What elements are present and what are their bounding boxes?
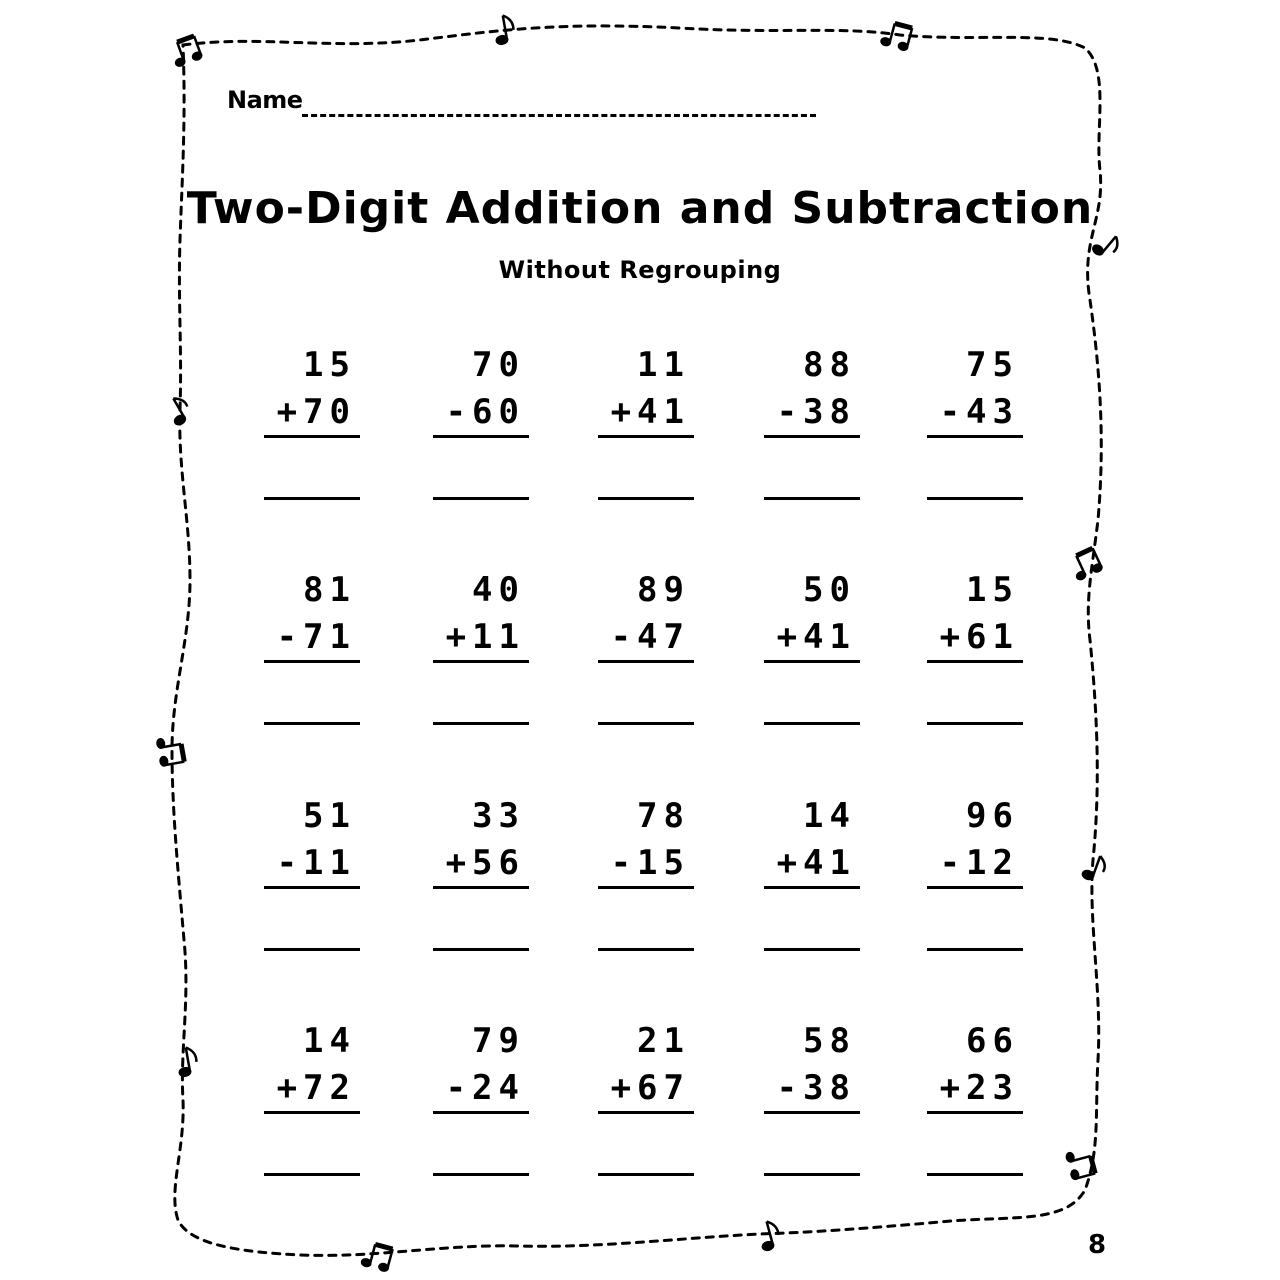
sum-rule [764, 435, 860, 438]
top-number: 50 [803, 570, 856, 610]
answer-line[interactable] [764, 722, 860, 725]
problem-4-3 [598, 1021, 694, 1181]
operator-and-number: -43 [939, 392, 1019, 432]
operator-and-number: +41 [776, 843, 856, 883]
answer-line[interactable] [264, 497, 360, 500]
sum-rule [433, 660, 529, 663]
sum-rule [598, 1111, 694, 1114]
problem-2-3 [598, 570, 694, 730]
music-note-icon [1081, 852, 1108, 884]
operator-and-number: -47 [610, 617, 690, 657]
beamed-notes-icon [1065, 1147, 1095, 1180]
answer-line[interactable] [927, 948, 1023, 951]
operator-and-number: -12 [939, 843, 1019, 883]
music-note-icon [175, 1046, 199, 1077]
operator-and-number: +23 [939, 1068, 1019, 1108]
problem-3-4 [764, 796, 860, 956]
answer-line[interactable] [764, 1173, 860, 1176]
worksheet-title: Two-Digit Addition and Subtraction [186, 183, 1094, 234]
operator-and-number: +70 [276, 392, 356, 432]
top-number: 75 [966, 345, 1019, 385]
problem-4-1 [264, 1021, 360, 1181]
problem-3-3 [598, 796, 694, 956]
sum-rule [764, 660, 860, 663]
sum-rule [927, 435, 1023, 438]
problem-3-5 [927, 796, 1023, 956]
problem-4-2 [433, 1021, 529, 1181]
top-number: 96 [966, 796, 1019, 836]
top-number: 14 [803, 796, 856, 836]
answer-line[interactable] [433, 1173, 529, 1176]
top-number: 66 [966, 1021, 1019, 1061]
top-number: 15 [303, 345, 356, 385]
answer-line[interactable] [927, 722, 1023, 725]
beamed-notes-icon [169, 36, 204, 68]
top-number: 58 [803, 1021, 856, 1061]
problem-2-5 [927, 570, 1023, 730]
sum-rule [927, 886, 1023, 889]
top-number: 15 [966, 570, 1019, 610]
problem-4-5 [927, 1021, 1023, 1181]
problem-1-3 [598, 345, 694, 505]
problem-1-4 [764, 345, 860, 505]
sum-rule [764, 886, 860, 889]
operator-and-number: +11 [445, 617, 525, 657]
problem-3-1 [264, 796, 360, 956]
top-number: 70 [472, 345, 525, 385]
answer-line[interactable] [598, 497, 694, 500]
operator-and-number: -71 [276, 617, 356, 657]
top-number: 11 [637, 345, 690, 385]
operator-and-number: +41 [610, 392, 690, 432]
operator-and-number: -24 [445, 1068, 525, 1108]
operator-and-number: -38 [776, 392, 856, 432]
sum-rule [927, 660, 1023, 663]
answer-line[interactable] [433, 722, 529, 725]
operator-and-number: +61 [939, 617, 1019, 657]
problem-3-2 [433, 796, 529, 956]
music-note-icon [756, 1219, 782, 1252]
top-number: 33 [472, 796, 525, 836]
answer-line[interactable] [764, 497, 860, 500]
answer-line[interactable] [598, 948, 694, 951]
answer-line[interactable] [433, 497, 529, 500]
answer-line[interactable] [433, 948, 529, 951]
sum-rule [264, 1111, 360, 1114]
sum-rule [264, 660, 360, 663]
sum-rule [264, 435, 360, 438]
sum-rule [598, 886, 694, 889]
problem-2-4 [764, 570, 860, 730]
operator-and-number: +72 [276, 1068, 356, 1108]
top-number: 89 [637, 570, 690, 610]
answer-line[interactable] [764, 948, 860, 951]
operator-and-number: -38 [776, 1068, 856, 1108]
operator-and-number: -15 [610, 843, 690, 883]
page-number: 8 [1088, 1230, 1107, 1260]
top-number: 14 [303, 1021, 356, 1061]
beamed-notes-icon [360, 1242, 393, 1272]
top-number: 81 [303, 570, 356, 610]
beamed-notes-icon [156, 735, 184, 767]
sum-rule [433, 435, 529, 438]
problem-1-1 [264, 345, 360, 505]
worksheet-subtitle: Without Regrouping [498, 256, 782, 284]
name-field[interactable] [302, 114, 816, 117]
sum-rule [433, 1111, 529, 1114]
problem-4-4 [764, 1021, 860, 1181]
operator-and-number: -60 [445, 392, 525, 432]
answer-line[interactable] [598, 1173, 694, 1176]
answer-line[interactable] [264, 1173, 360, 1176]
answer-line[interactable] [264, 722, 360, 725]
operator-and-number: -11 [276, 843, 356, 883]
sum-rule [764, 1111, 860, 1114]
answer-line[interactable] [598, 722, 694, 725]
sum-rule [598, 660, 694, 663]
answer-line[interactable] [927, 497, 1023, 500]
answer-line[interactable] [927, 1173, 1023, 1176]
problem-1-2 [433, 345, 529, 505]
beamed-notes-icon [880, 21, 913, 51]
name-label: Name [227, 86, 303, 114]
sum-rule [927, 1111, 1023, 1114]
sum-rule [433, 886, 529, 889]
problem-1-5 [927, 345, 1023, 505]
operator-and-number: +67 [610, 1068, 690, 1108]
operator-and-number: +41 [776, 617, 856, 657]
problem-2-1 [264, 570, 360, 730]
beamed-notes-icon [1068, 548, 1104, 582]
top-number: 21 [637, 1021, 690, 1061]
operator-and-number: +56 [445, 843, 525, 883]
sum-rule [264, 886, 360, 889]
top-number: 51 [303, 796, 356, 836]
top-number: 88 [803, 345, 856, 385]
answer-line[interactable] [264, 948, 360, 951]
top-number: 78 [637, 796, 690, 836]
problem-2-2 [433, 570, 529, 730]
sum-rule [598, 435, 694, 438]
top-number: 79 [472, 1021, 525, 1061]
top-number: 40 [472, 570, 525, 610]
